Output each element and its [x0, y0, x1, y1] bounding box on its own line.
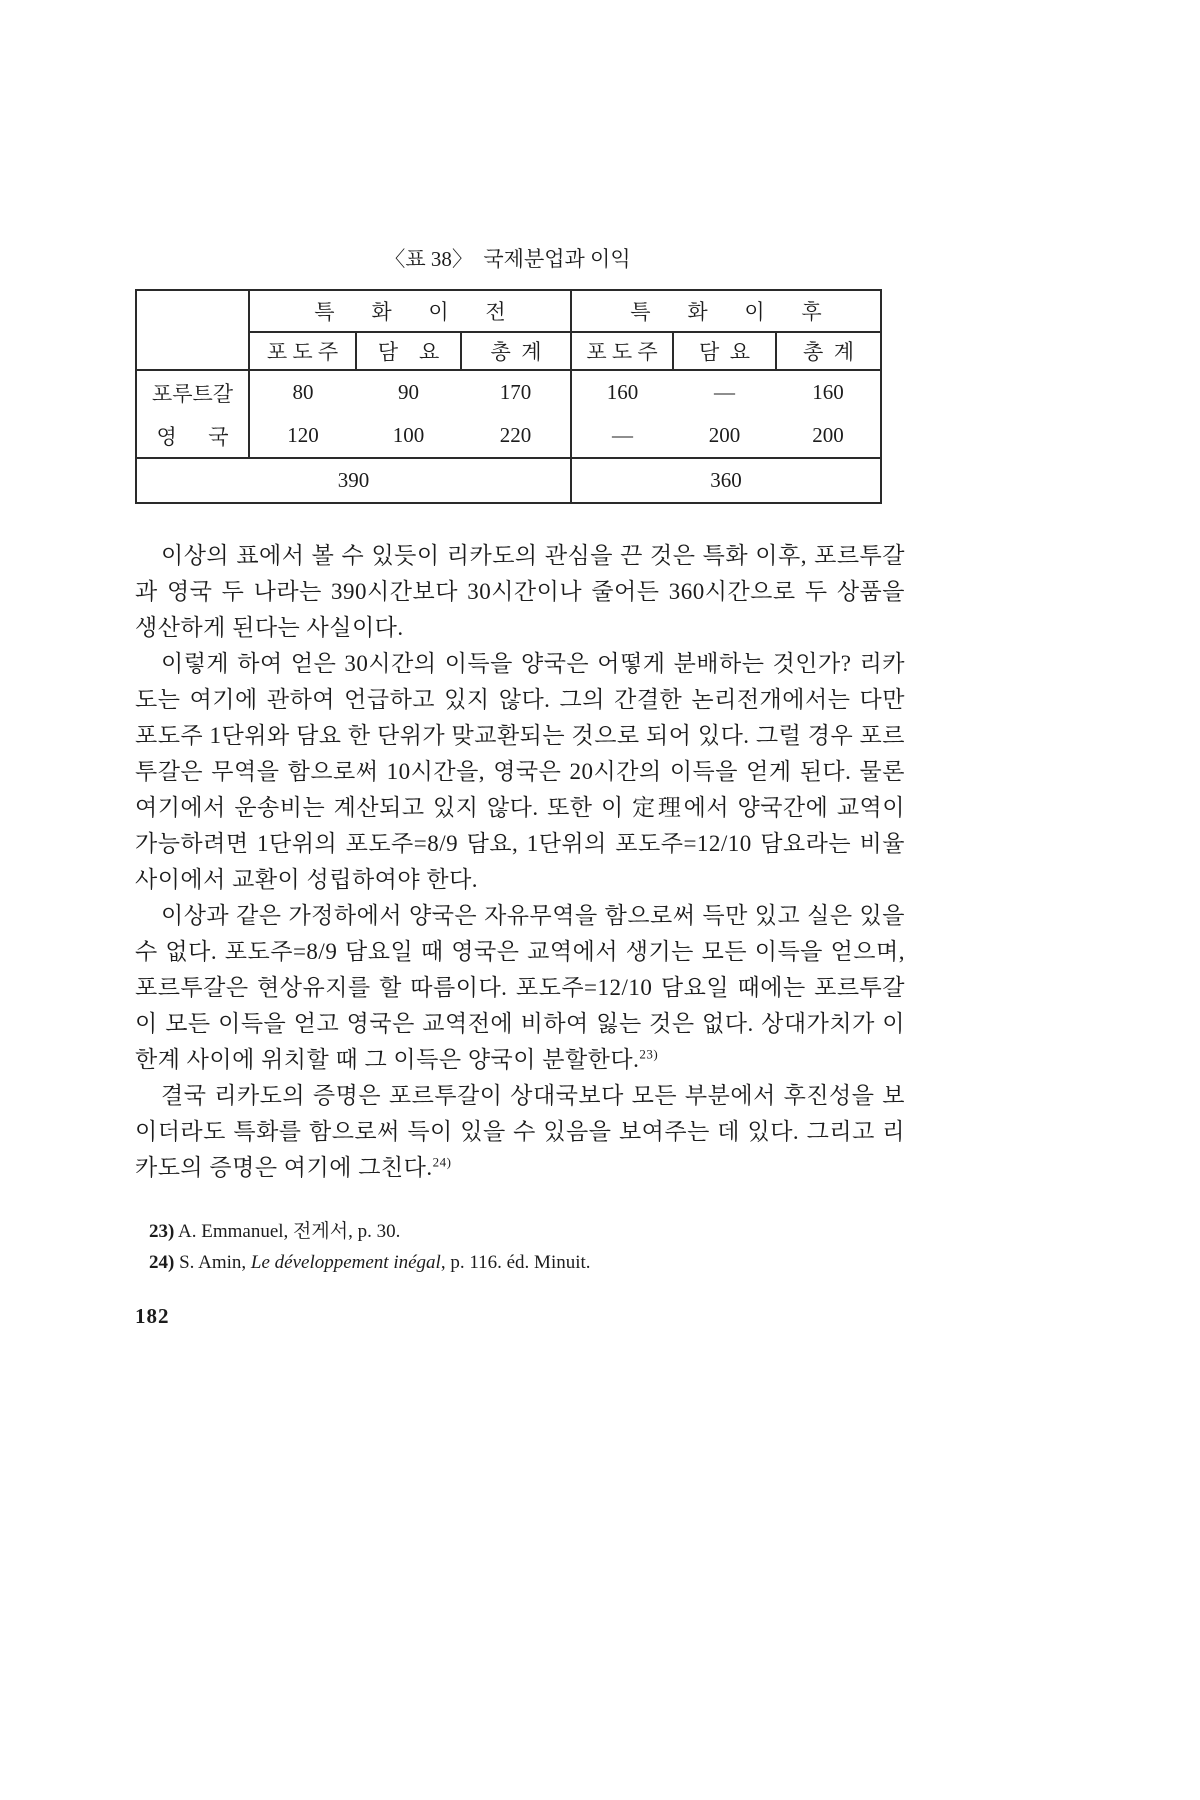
cell-england-wine-before: 120	[249, 414, 356, 458]
cell-portugal-blanket-before: 90	[398, 380, 419, 404]
paragraph-2	[135, 646, 905, 898]
trade-gains-table	[135, 289, 882, 504]
footnote-24-number: 24)	[149, 1252, 175, 1273]
cell-portugal-blanket-after: —	[714, 380, 735, 404]
cell-england-blanket-after: 200	[673, 414, 776, 458]
total-before-specialization: 390	[337, 468, 370, 492]
cell-portugal-wine-after: 160	[571, 370, 673, 414]
group-header-row	[136, 290, 881, 332]
paragraph-3	[135, 898, 905, 1078]
cell-portugal-total-before: 170	[499, 380, 532, 404]
cell-england-wine-after: —	[571, 414, 673, 458]
col-header-blanket-after: 담 요	[673, 332, 776, 370]
footnote-24-prefix: S. Amin,	[174, 1252, 251, 1273]
table-caption: 〈표 38〉 국제분업과 이익	[384, 247, 631, 271]
footnote-23-text: A. Emmanuel, 전게서, p. 30.	[174, 1221, 401, 1242]
total-after-specialization: 360	[571, 458, 881, 503]
cell-england-blanket-before: 100	[356, 414, 461, 458]
paragraph-1-text: 이상의 표에서 볼 수 있듯이 리카도의 관심을 끈 것은 특화 이후, 포르투갈과 영국 두 나라는 390시간보다 30시간이나 줄어든 360시간으로 두 상품을 생산하게 된다는 사실이다.	[135, 543, 905, 640]
footnote-23	[149, 1216, 889, 1247]
col-header-blanket-before: 담 요	[356, 332, 461, 370]
table-row-portugal	[136, 370, 881, 414]
group-header-before-specialization: 특 화 이 전	[249, 290, 571, 332]
paragraph-1	[135, 538, 905, 646]
table-row-england	[136, 414, 881, 458]
cell-england-total-after: 200	[776, 414, 881, 458]
footnote-24-suffix: , p. 116. éd. Minuit.	[440, 1252, 591, 1273]
cell-england-total-before: 220	[461, 414, 571, 458]
footnotes-section	[149, 1216, 889, 1278]
paragraph-3-text: 이상과 같은 가정하에서 양국은 자유무역을 함으로써 득만 있고 실은 있을 수 없다. 포도주=8/9 담요일 때 영국은 교역에서 생기는 모든 이득을 얻으며, 포르투갈은 현상유지를 할 따름이다. 포도주=12/10 담요일 때에는 포르투갈이 모든 이득을 얻고 영국은 교역전에 비하여 잃는 것은 없다. 상대가치가 이 한계 사이에 위치할 때 그 이득은 양국이 분할한다.	[135, 903, 905, 1072]
footnote-ref-23: 23)	[639, 1046, 659, 1062]
row-label-england: 영 국	[136, 414, 249, 458]
paragraph-2-text: 이렇게 하여 얻은 30시간의 이득을 양국은 어떻게 분배하는 것인가? 리카도는 여기에 관하여 언급하고 있지 않다. 그의 간결한 논리전개에서는 다만 포도주 1단위와 담요 한 단위가 맞교환되는 것으로 되어 있다. 그럴 경우 포르투갈은 무역을 함으로써 10시간을, 영국은 20시간의 이득을 얻게 된다. 물론 여기에서 운송비는 계산되고 있지 않다. 또한 이 定理에서 양국간에 교역이 가능하려면 1단위의 포도주=8/9 담요, 1단위의 포도주=12/10 담요라는 비율 사이에서 교환이 성립하여야 한다.	[135, 651, 906, 892]
group-header-after-specialization: 특 화 이 후	[571, 290, 881, 332]
table-corner-cell	[136, 290, 249, 370]
col-header-total-before: 총 계	[461, 332, 571, 370]
col-header-wine-after: 포 도 주	[571, 332, 673, 370]
footnote-24	[149, 1247, 889, 1278]
row-label-portugal: 포루트갈	[136, 370, 249, 414]
cell-portugal-wine-before: 80	[292, 380, 314, 404]
col-header-wine-before: 포 도 주	[249, 332, 356, 370]
col-header-total-after: 총 계	[776, 332, 881, 370]
footnote-ref-24: 24)	[432, 1154, 452, 1170]
cell-portugal-total-after: 160	[812, 380, 844, 404]
page-number: 182	[135, 1304, 170, 1328]
table-totals-row	[136, 458, 881, 503]
paragraph-4-text: 결국 리카도의 증명은 포르투갈이 상대국보다 모든 부분에서 후진성을 보이더라도 특화를 함으로써 득이 있을 수 있음을 보여주는 데 있다. 그리고 리카도의 증명은 여기에 그친다.	[135, 1083, 905, 1180]
footnote-23-number: 23)	[149, 1221, 175, 1242]
body-text	[135, 538, 905, 1186]
paragraph-4	[135, 1078, 905, 1186]
footnote-24-book-title: Le développement inégal	[250, 1252, 441, 1273]
